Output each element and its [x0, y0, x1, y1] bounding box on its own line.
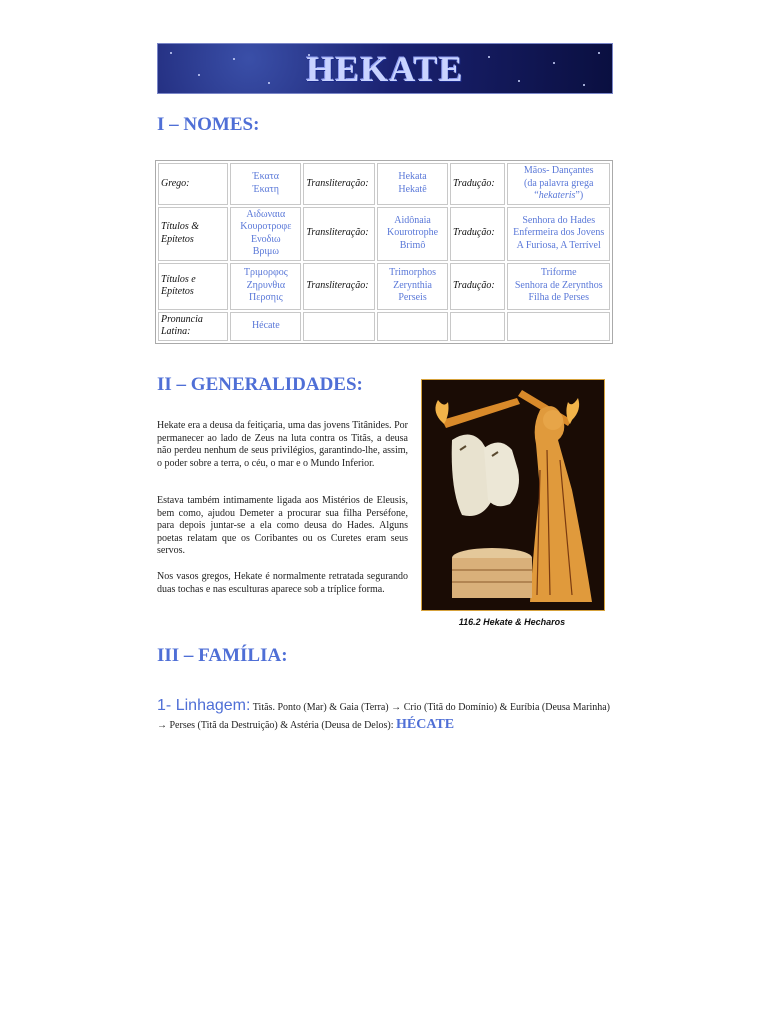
cell-line: A Furiosa, A Terrível: [516, 239, 601, 251]
cell-line: Enfermeira dos Jovens: [513, 227, 605, 239]
names-table: [155, 160, 613, 344]
cell-label: Tradução:: [450, 263, 505, 310]
names-table-row: [158, 163, 610, 205]
title-banner: [157, 43, 613, 94]
cell-lines: [377, 312, 448, 341]
names-table-row: [158, 263, 610, 310]
cell-label: Pronuncia Latina:: [158, 312, 228, 341]
paragraph-2: Estava também intimamente ligada aos Mistérios de Eleusis, bem como, ajudou Demeter a procurar sua filha Perséfone, para depois juntar-se a ela como deusa do Hades. Alguns poetas relatam que os Coribantes ou os Curetes eram seus servos.: [157, 495, 408, 557]
cell-line: Filha de Perses: [528, 292, 589, 304]
cell-lines: [230, 312, 301, 341]
cell-line: Aidônaia: [394, 214, 431, 226]
cell-line: (da palavra grega: [524, 177, 594, 189]
section-title-nomes: I – NOMES:: [157, 114, 260, 135]
cell-lines: [507, 263, 610, 310]
cell-line: Ζηρυνθια: [246, 279, 286, 291]
section-title-familia: III – FAMÍLIA:: [157, 645, 288, 666]
cell-line: Perseis: [398, 292, 427, 304]
cell-lines: [507, 312, 610, 341]
cell-line: Έκατη: [252, 183, 280, 195]
cell-line: Senhora de Zerynthos: [514, 279, 603, 291]
cell-label: [450, 312, 505, 341]
image-caption: 116.2 Hekate & Hecharos: [458, 617, 566, 627]
cell-lines: [377, 207, 448, 261]
cell-label: [303, 312, 375, 341]
cell-line: Brimô: [399, 239, 426, 251]
cell-line: Hekatê: [398, 183, 427, 195]
cell-label: Tradução:: [450, 163, 505, 205]
cell-label: Transliteração:: [303, 163, 375, 205]
cell-line: “hekateris”): [534, 190, 584, 201]
lineage-text: Titãs. Ponto (Mar) & Gaia (Terra) → Crio (Titã do Domínio) & Euríbia (Deusa Marinha) → Perses (Titã da Destruição) & Astéria (Deusa de Delos):: [157, 702, 610, 731]
cell-lines: [507, 207, 610, 261]
cell-label: Títulos e Epítetos: [158, 263, 228, 310]
cell-line: Senhora do Hades: [522, 214, 596, 226]
cell-line: Triforme: [540, 267, 577, 279]
page-title: HEKATE: [306, 49, 464, 89]
section-title-generalidades: II – GENERALIDADES:: [157, 374, 363, 395]
cell-line: Ενοδιω: [251, 233, 281, 245]
cell-line: Αιδωναια: [246, 208, 286, 220]
cell-line: Κουροτροφε: [240, 221, 292, 232]
cell-lines: [377, 163, 448, 205]
cell-line: Έκατα: [252, 171, 280, 183]
cell-label: Tradução:: [450, 207, 505, 261]
cell-lines: [230, 163, 301, 205]
cell-lines: [230, 207, 301, 261]
cell-line: Hekata: [398, 171, 427, 183]
cell-line: Zerynthia: [393, 279, 432, 291]
lineage-paragraph: [157, 697, 610, 734]
cell-line: Mãos- Dançantes: [523, 165, 594, 176]
cell-line: Hécate: [251, 319, 280, 331]
names-table-row: [158, 207, 610, 261]
paragraph-1: Hekate era a deusa da feitiçaria, uma das jovens Titânides. Por permanecer ao lado de Zeus na luta contra os Titãs, a deusa não perdeu nenhum de seus privilégios, garantindo-lhe, assim, o poder sobre a terra, o céu, o mar e o Mundo Inferior.: [157, 420, 408, 469]
lineage-label: 1- Linhagem:: [157, 697, 251, 714]
cell-line: Τριμορφος: [243, 267, 288, 279]
cell-lines: [230, 263, 301, 310]
paragraph-3: Nos vasos gregos, Hekate é normalmente retratada segurando duas tochas e nas esculturas aparece sob a tríplice forma.: [157, 571, 408, 595]
cell-lines: [507, 163, 610, 205]
cell-lines: [377, 263, 448, 310]
cell-label: Transliteração:: [303, 207, 375, 261]
cell-line: Trimorphos: [389, 267, 436, 279]
cell-line: Περσηις: [248, 292, 283, 304]
cell-line: Βριμω: [252, 246, 279, 257]
cell-label: Títulos & Epítetos: [158, 207, 228, 261]
lineage-end: HÉCATE: [396, 717, 455, 732]
hekate-vase-image: [421, 379, 605, 611]
names-table-row: [158, 312, 610, 341]
cell-label: Grego:: [158, 163, 228, 205]
cell-line: Kourotrophe: [386, 227, 439, 239]
cell-label: Transliteração:: [303, 263, 375, 310]
